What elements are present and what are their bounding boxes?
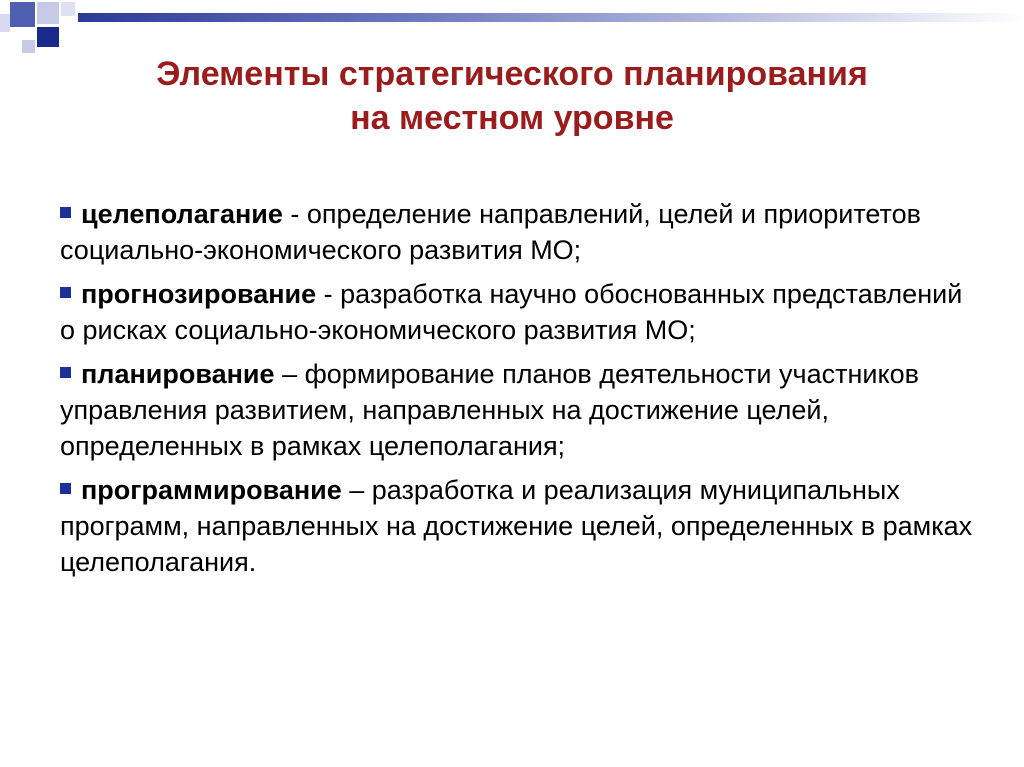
item-text: – разработка и реализация муниципальных программ, направленных на достижение целей, определенных в рамках целеполагания. xyxy=(60,475,973,577)
decorative-square xyxy=(37,27,59,47)
square-bullet-icon xyxy=(60,287,71,298)
item-term: планирование xyxy=(81,359,275,389)
list-item xyxy=(60,356,980,464)
decorative-square xyxy=(22,40,35,53)
item-term: программирование xyxy=(81,475,342,505)
header-gradient-bar xyxy=(78,13,1024,22)
list-item xyxy=(60,276,980,348)
item-term: прогнозирование xyxy=(81,279,317,309)
list-item xyxy=(60,196,980,268)
square-bullet-icon xyxy=(60,367,71,378)
item-text: - определение направлений, целей и приоритетов социально-экономического развития МО; xyxy=(60,199,921,265)
bullet-list xyxy=(60,196,980,588)
decorative-square xyxy=(10,2,35,27)
decorative-square xyxy=(61,2,75,16)
square-bullet-icon xyxy=(60,483,71,494)
list-item xyxy=(60,472,980,580)
slide-title xyxy=(40,52,984,140)
title-line-1: Элементы стратегического планирования xyxy=(156,55,868,93)
decorative-square xyxy=(0,14,10,32)
item-text: - разработка научно обоснованных представлений о рисках социально-экономического развития МО; xyxy=(60,279,963,345)
decorative-square xyxy=(37,2,59,24)
item-text: – формирование планов деятельности участников управления развитием, направленных на достижение целей, определенных в рамках целеполагания; xyxy=(60,359,919,461)
title-line-2: на местном уровне xyxy=(350,99,674,137)
square-bullet-icon xyxy=(60,207,71,218)
item-term: целеполагание xyxy=(81,199,283,229)
